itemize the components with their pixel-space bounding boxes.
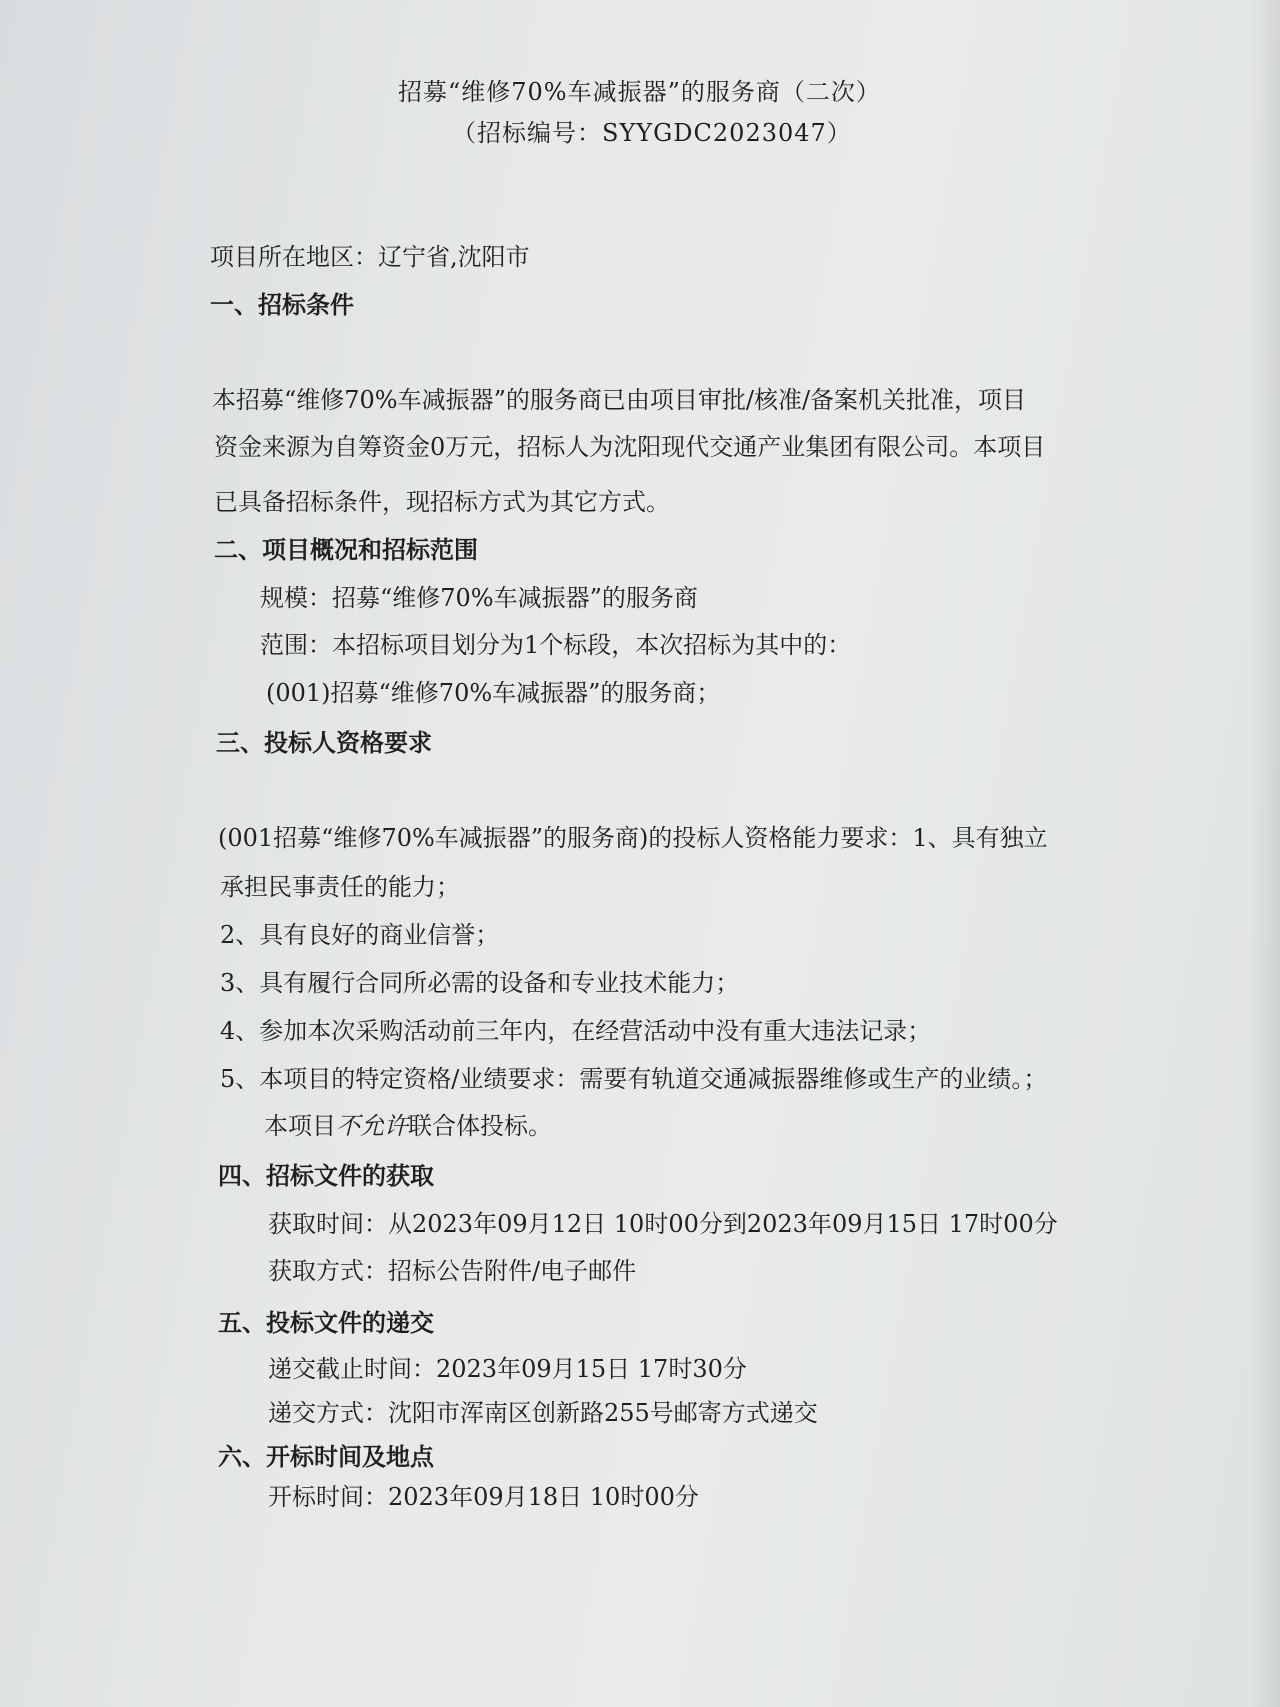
section-3-heading: 三、投标人资格要求: [216, 729, 432, 757]
tender-number: （招标编号：SYYGDC2023047）: [452, 119, 852, 147]
section-3-line: (001招募“维修70%车减振器”的服务商)的投标人资格能力要求：1、具有独立: [218, 824, 1048, 852]
consortium-suffix: 联合体投标。: [408, 1112, 552, 1140]
section-4-method: 获取方式：招标公告附件/电子邮件: [268, 1257, 637, 1285]
project-region: 项目所在地区：辽宁省,沈阳市: [210, 243, 530, 271]
section-5-heading: 五、投标文件的递交: [218, 1309, 434, 1337]
section-1-line: 资金来源为自筹资金0万元，招标人为沈阳现代交通产业集团有限公司。本项目: [214, 433, 1046, 461]
consortium-emphasis: 不允许: [336, 1112, 408, 1140]
section-3-line: 5、本项目的特定资格/业绩要求：需要有轨道交通减振器维修或生产的业绩。；: [220, 1065, 1048, 1093]
section-6-time: 开标时间：2023年09月18日 10时00分: [268, 1483, 699, 1511]
consortium-note: [264, 1111, 552, 1141]
section-1-line: 本招募“维修70%车减振器”的服务商已由项目审批/核准/备案机关批准，项目: [212, 386, 1027, 414]
section-3-line: 承担民事责任的能力；: [220, 873, 460, 901]
page-edge-shadow: [1250, 0, 1280, 1707]
section-2-scope: 范围：本招标项目划分为1个标段，本次招标为其中的：: [260, 631, 852, 659]
section-4-heading: 四、招标文件的获取: [218, 1162, 434, 1190]
document-title: 招募“维修70%车减振器”的服务商（二次）: [398, 78, 881, 106]
consortium-prefix: 本项目: [264, 1112, 336, 1140]
section-5-deadline: 递交截止时间：2023年09月15日 17时30分: [268, 1355, 747, 1383]
section-3-line: 2、具有良好的商业信誉；: [220, 921, 500, 949]
section-1-heading: 一、招标条件: [210, 291, 354, 319]
section-2-scale: 规模：招募“维修70%车减振器”的服务商: [260, 584, 698, 612]
section-2-lot: (001)招募“维修70%车减振器”的服务商；: [266, 679, 721, 707]
section-4-time: 获取时间：从2023年09月12日 10时00分到2023年09月15日 17时00分: [268, 1210, 1058, 1238]
section-5-method: 递交方式：沈阳市浑南区创新路255号邮寄方式递交: [268, 1399, 818, 1427]
section-1-line: 已具备招标条件，现招标方式为其它方式。: [214, 488, 670, 516]
section-3-line: 4、参加本次采购活动前三年内，在经营活动中没有重大违法记录；: [220, 1017, 932, 1045]
section-6-heading: 六、开标时间及地点: [218, 1443, 434, 1471]
section-3-line: 3、具有履行合同所必需的设备和专业技术能力；: [220, 969, 740, 997]
section-2-heading: 二、项目概况和招标范围: [214, 536, 478, 564]
